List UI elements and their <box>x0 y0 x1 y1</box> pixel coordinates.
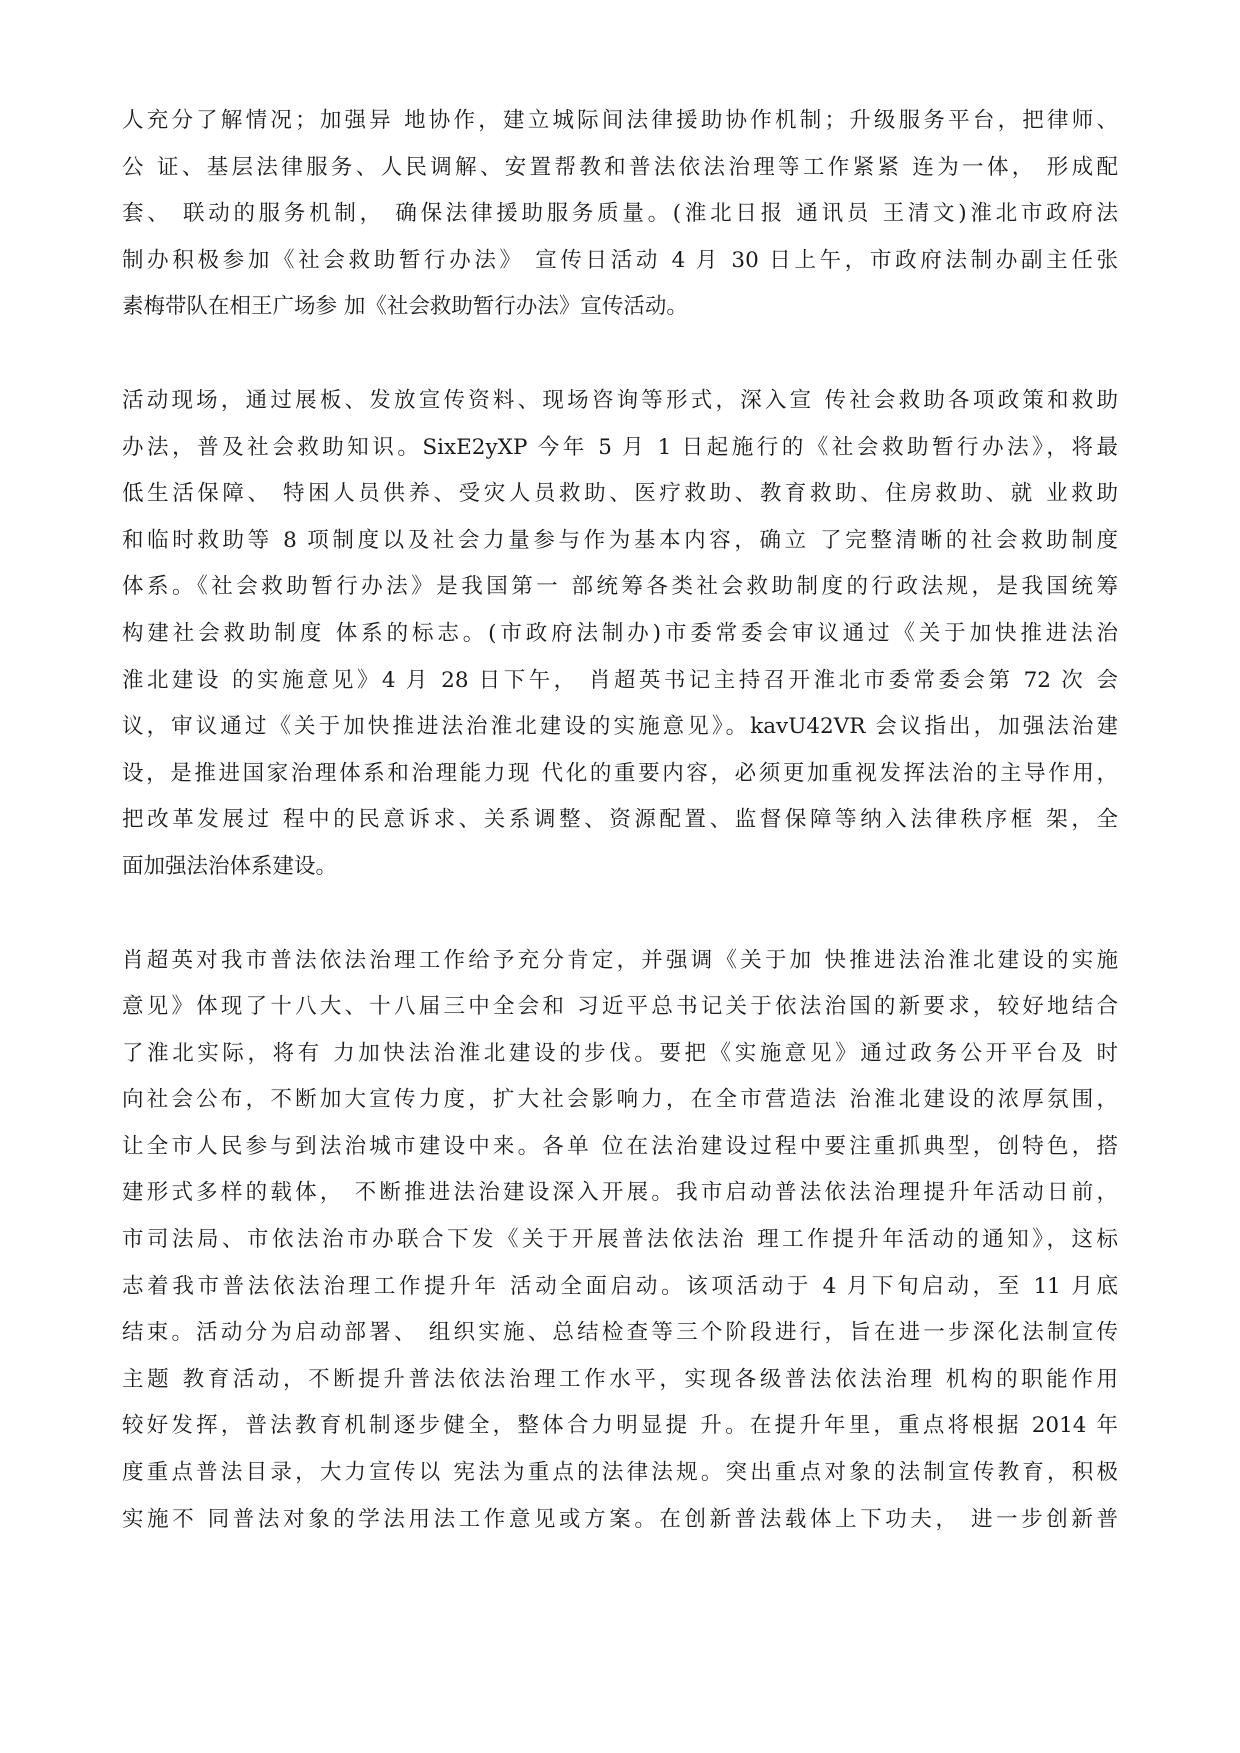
text-line: 淮北建设 的实施意见》4 月 28 日下午， 肖超英书记主持召开淮北市委常委会第 72 次 会 <box>122 667 1118 693</box>
text-line: 低生活保障、 特困人员供养、受灾人员救助、医疗救助、教育救助、住房救助、就 业救助 <box>122 481 1118 507</box>
text-line: 公 证、基层法律服务、人民调解、安置帮教和普法依法治理等工作紧紧 连为一体， 形成配 <box>122 154 1118 180</box>
paragraph-1 <box>122 98 1118 331</box>
text-line: 较好发挥，普法教育机制逐步健全，整体合力明显提 升。在提升年里，重点将根据 2014 年 <box>122 1413 1118 1439</box>
text-line: 活动现场，通过展板、发放宣传资料、现场咨询等形式，深入宣 传社会救助各项政策和救助 <box>122 387 1118 413</box>
text-line: 套、 联动的服务机制， 确保法律援助服务质量。(淮北日报 通讯员 王清文)淮北市政府法 <box>122 201 1118 227</box>
text-line: 市司法局、市依法治市办联合下发《关于开展普法依法治 理工作提升年活动的通知》，这标 <box>122 1227 1118 1253</box>
document-body <box>122 98 1118 1543</box>
text-line: 实施不 同普法对象的学法用法工作意见或方案。在创新普法载体上下功夫， 进一步创新普 <box>122 1506 1118 1532</box>
paragraph-spacer <box>122 331 1118 378</box>
text-line: 结束。活动分为启动部署、 组织实施、总结检查等三个阶段进行，旨在进一步深化法制宣传 <box>122 1320 1118 1346</box>
text-line: 把改革发展过 程中的民意诉求、关系调整、资源配置、监督保障等纳入法律秩序框 架，全 <box>122 807 1118 833</box>
text-line: 素梅带队在相王广场参 加《社会救助暂行办法》宣传活动。 <box>122 294 688 320</box>
text-line: 肖超英对我市普法依法治理工作给予充分肯定，并强调《关于加 快推进法治淮北建设的实施 <box>122 947 1118 973</box>
text-line: 构建社会救助制度 体系的标志。(市政府法制办)市委常委会审议通过《关于加快推进法治 <box>122 620 1118 646</box>
text-line: 议，审议通过《关于加快推进法治淮北建设的实施意见》。kavU42VR 会议指出，加强法治建 <box>122 714 1118 740</box>
text-line: 主题 教育活动，不断提升普法依法治理工作水平，实现各级普法依法治理 机构的职能作用 <box>122 1366 1118 1392</box>
text-line: 体系。《社会救助暂行办法》是我国第一 部统筹各类社会救助制度的行政法规，是我国统筹 <box>122 574 1118 600</box>
text-line: 和临时救助等 8 项制度以及社会力量参与作为基本内容，确立 了完整清晰的社会救助制度 <box>122 527 1118 553</box>
paragraph-spacer <box>122 891 1118 938</box>
text-line: 制办积极参加《社会救助暂行办法》 宣传日活动 4 月 30 日上午，市政府法制办副主任张 <box>122 247 1118 273</box>
text-line: 人充分了解情况；加强异 地协作，建立城际间法律援助协作机制；升级服务平台，把律师、 <box>122 108 1118 133</box>
text-line: 办法，普及社会救助知识。SixE2yXP 今年 5 月 1 日起施行的《社会救助暂行办法》，将最 <box>122 434 1118 460</box>
text-line: 向社会公布，不断加大宣传力度，扩大社会影响力，在全市营造法 治淮北建设的浓厚氛围， <box>122 1087 1118 1113</box>
text-line: 意见》体现了十八大、十八届三中全会和 习近平总书记关于依法治国的新要求，较好地结合 <box>122 994 1118 1020</box>
text-line: 建形式多样的载体， 不断推进法治建设深入开展。我市启动普法依法治理提升年活动日前， <box>122 1180 1118 1206</box>
text-line: 让全市人民参与到法治城市建设中来。各单 位在法治建设过程中要注重抓典型，创特色，搭 <box>122 1133 1118 1159</box>
text-line: 志着我市普法依法治理工作提升年 活动全面启动。该项活动于 4 月下旬启动，至 11 月底 <box>122 1273 1118 1299</box>
text-line: 度重点普法目录，大力宣传以 宪法为重点的法律法规。突出重点对象的法制宣传教育，积极 <box>122 1460 1118 1486</box>
paragraph-2 <box>122 378 1118 891</box>
paragraph-3 <box>122 938 1118 1544</box>
text-line: 设，是推进国家治理体系和治理能力现 代化的重要内容，必须更加重视发挥法治的主导作用， <box>122 760 1118 786</box>
text-line: 了淮北实际，将有 力加快法治淮北建设的步伐。要把《实施意见》通过政务公开平台及 时 <box>122 1040 1118 1066</box>
text-line: 面加强法治体系建设。 <box>122 853 338 879</box>
